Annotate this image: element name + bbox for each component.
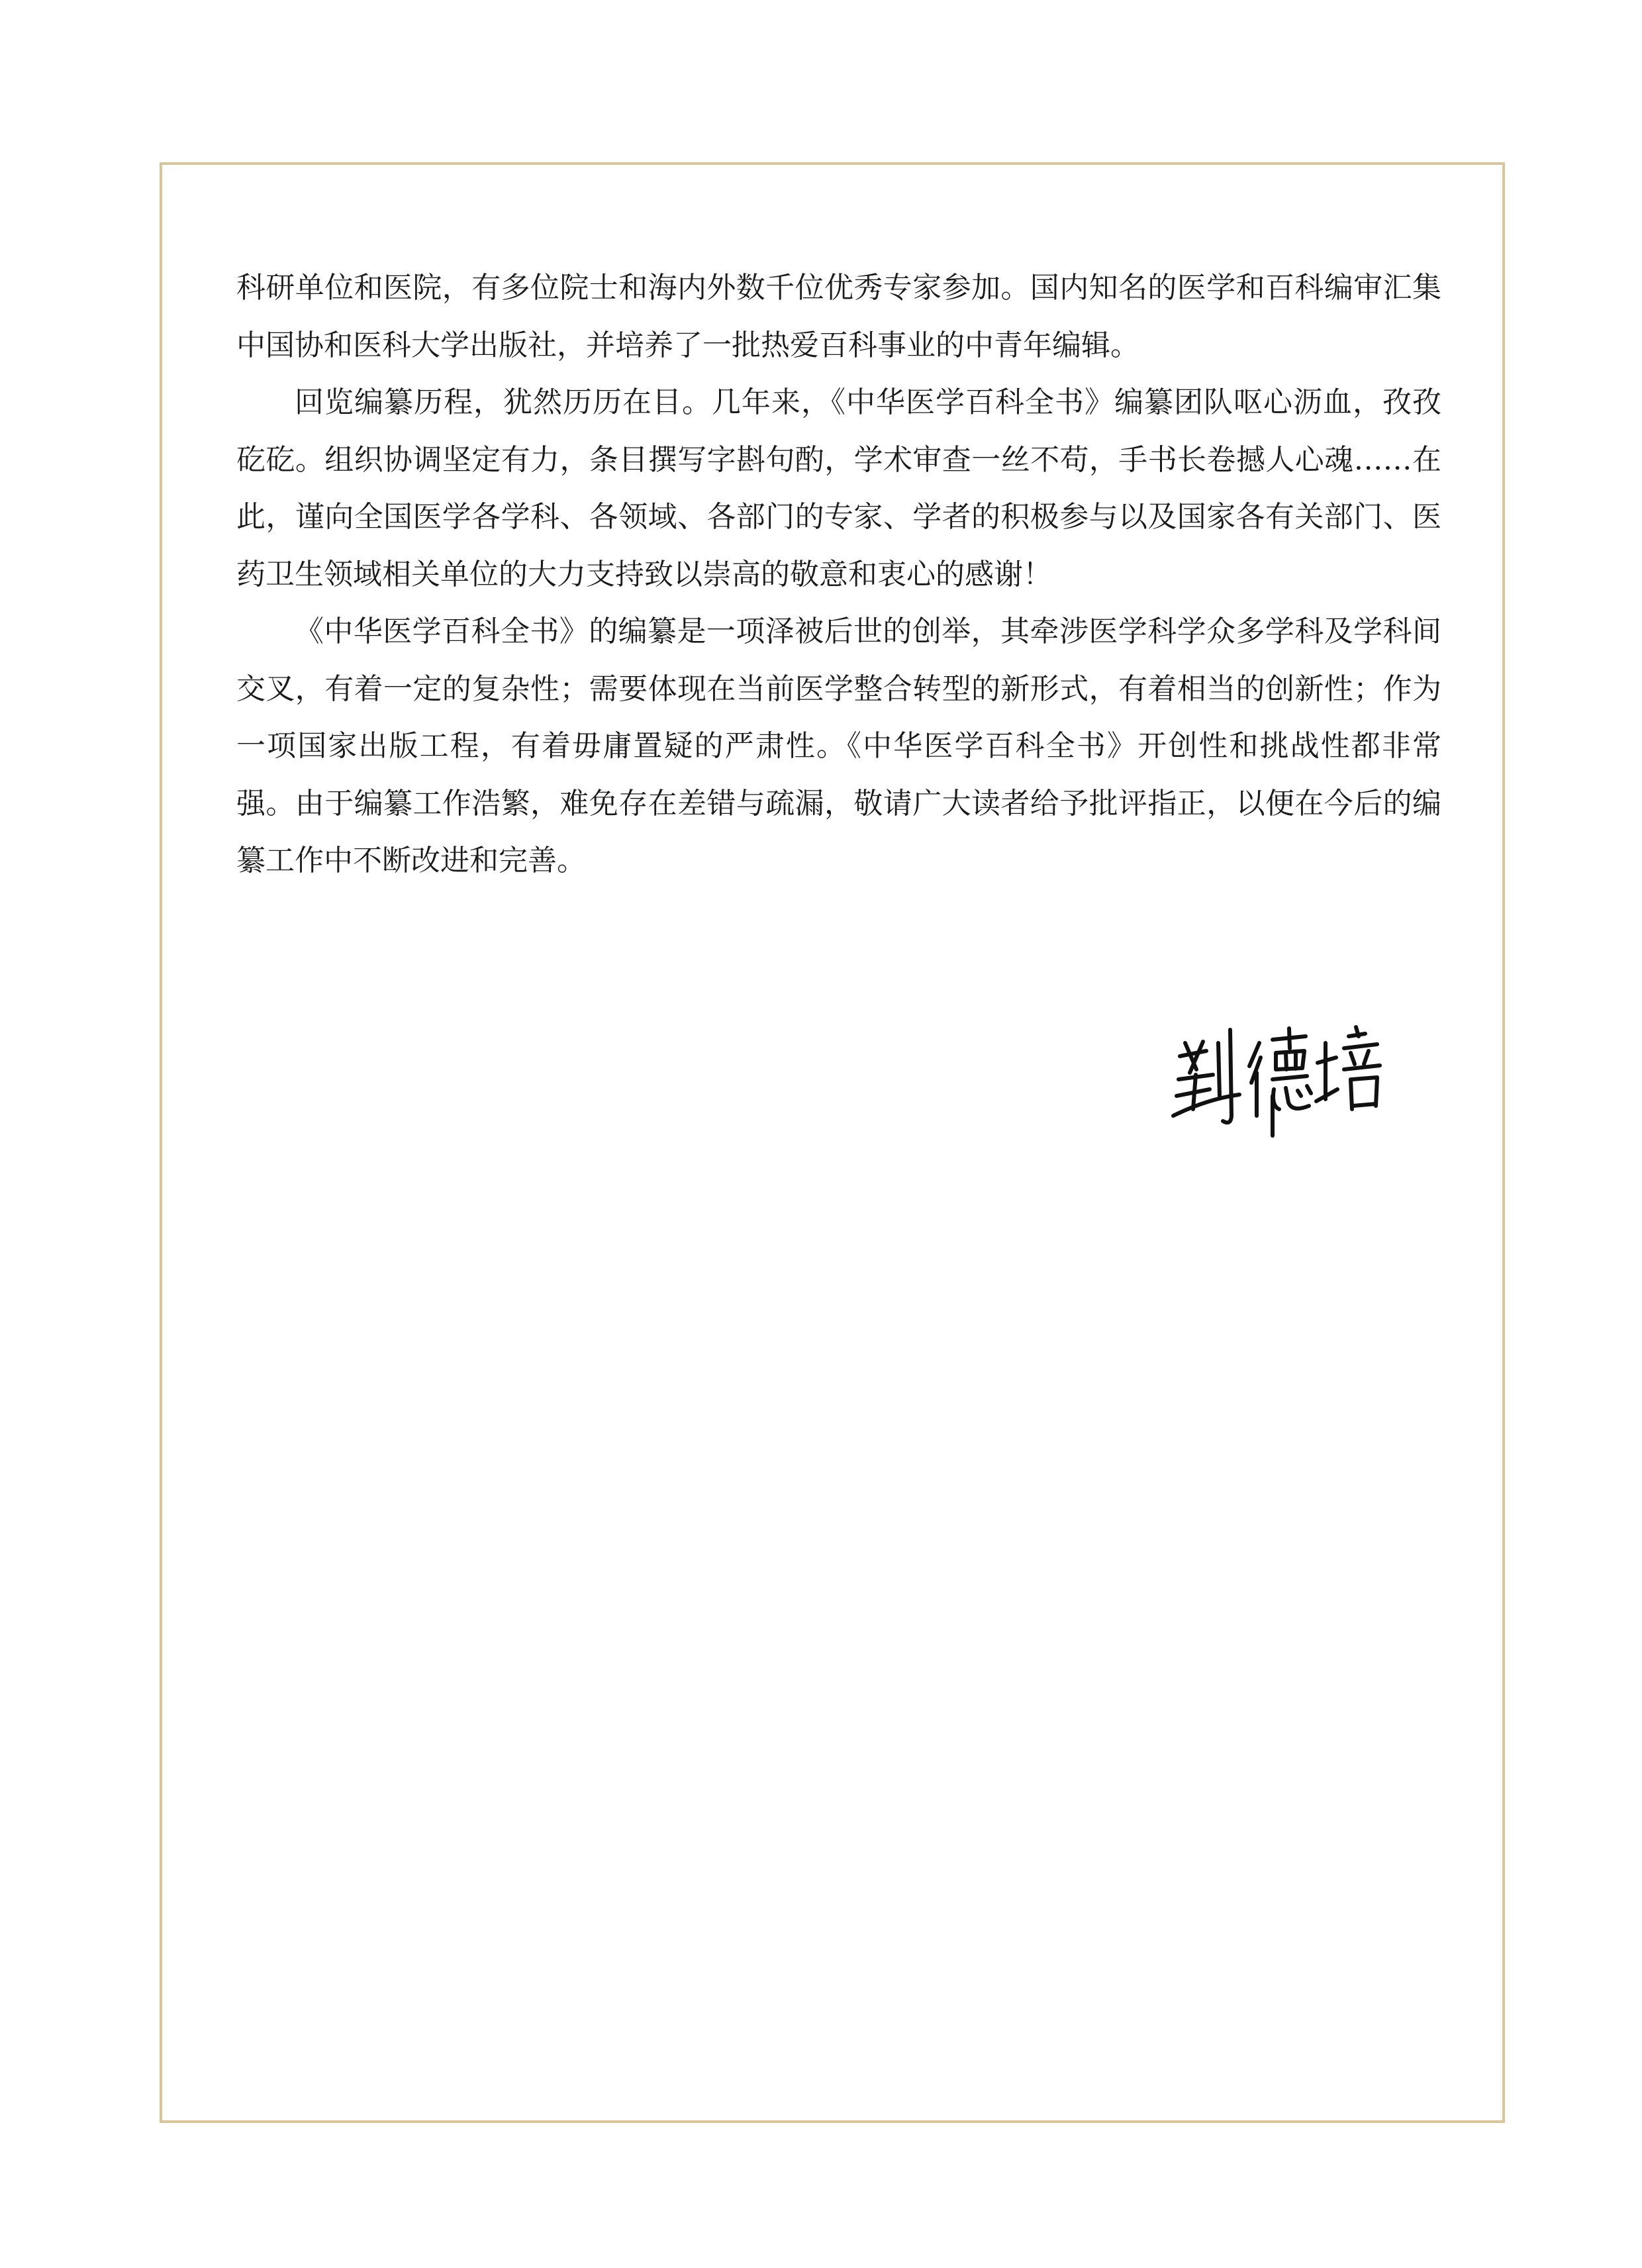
handwritten-signature bbox=[1167, 1016, 1385, 1142]
paragraph-3: 《中华医学百科全书》的编纂是一项泽被后世的创举，其牵涉医学科学众多学科及学科间交叉，有着一定的复杂性；需要体现在当前医学整合转型的新形式，有着相当的创新性；作为一项国家出版工程，有着毋庸置疑的严肃性。《中华医学百科全书》开创性和挑战性都非常强。由于编纂工作浩繁，难免存在差错与疏漏，敬请广大读者给予批评指正，以便在今后的编纂工作中不断改进和完善。 bbox=[236, 615, 1441, 877]
paragraph-2: 回览编纂历程，犹然历历在目。几年来，《中华医学百科全书》编纂团队呕心沥血，孜孜矻矻。组织协调坚定有力，条目撰写字斟句酌，学术审查一丝不苟，手书长卷撼人心魂……在此，谨向全国医学各学科、各领域、各部门的专家、学者的积极参与以及国家各有关部门、医药卫生领域相关单位的大力支持致以崇高的敬意和衷心的感谢！ bbox=[236, 385, 1441, 591]
body-text bbox=[236, 260, 1441, 890]
paragraph-1: 科研单位和医院，有多位院士和海内外数千位优秀专家参加。国内知名的医学和百科编审汇集中国协和医科大学出版社，并培养了一批热爱百科事业的中青年编辑。 bbox=[236, 271, 1441, 362]
